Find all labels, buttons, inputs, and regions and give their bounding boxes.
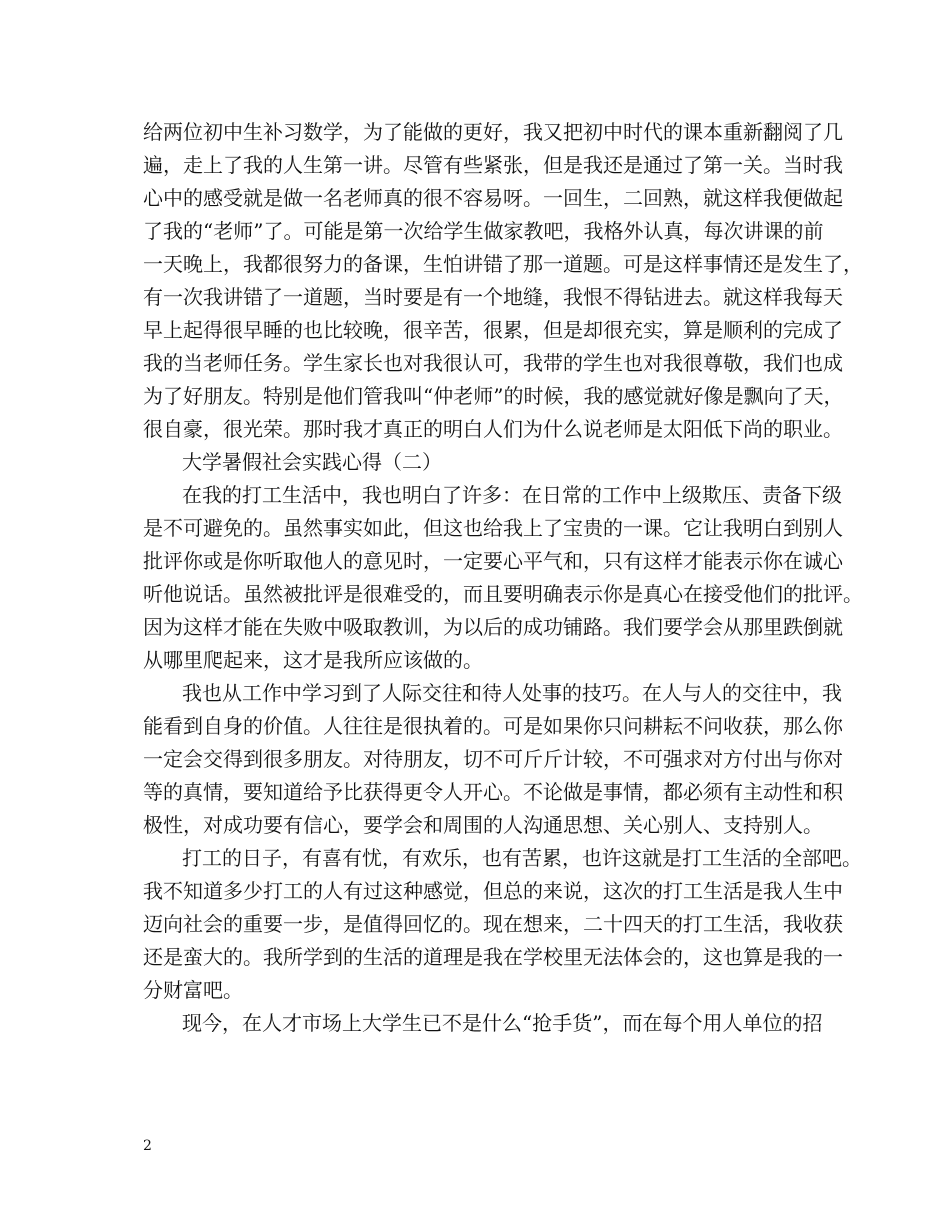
text-line: 我也从工作中学习到了人际交往和待人处事的技巧。在人与人的交往中，我 [182,681,842,705]
text-line: 大学暑假社会实践心得（二） [182,450,442,474]
paragraph [143,1007,823,1040]
text-line: 很自豪，很光荣。那时我才真正的明白人们为什么说老师是太阳低下尚的职业。 [143,417,843,441]
text-line: 一定会交得到很多朋友。对待朋友，切不可斤斤计较，不可强求对方付出与你对 [143,747,843,771]
text-line: 听他说话。虽然被批评是很难受的，而且要明确表示你是真心在接受他们的批评。 [143,582,863,606]
paragraph [143,677,843,842]
section-heading [143,446,823,479]
text-line: 心中的感受就是做一名老师真的很不容易呀。一回生，二回熟，就这样我便做起 [143,186,843,210]
paragraph [143,479,863,677]
text-line: 一天晚上，我都很努力的备课，生怕讲错了那一道题。可是这样事情还是发生了， [143,252,863,276]
text-line: 还是蛮大的。我所学到的生活的道理是我在学校里无法体会的，这也算是我的一 [143,945,843,969]
paragraph [143,842,862,1007]
text-line: 遍，走上了我的人生第一讲。尽管有些紧张，但是我还是通过了第一关。当时我 [143,153,843,177]
text-line: 了我的“老师”了。可能是第一次给学生做家教吧，我格外认真，每次讲课的前 [143,219,824,243]
text-line: 打工的日子，有喜有忧，有欢乐，也有苦累，也许这就是打工生活的全部吧。 [182,846,862,870]
document-body [143,116,863,1040]
text-line: 能看到自身的价值。人往往是很执着的。可是如果你只问耕耘不问收获，那么你 [143,714,843,738]
text-line: 为了好朋友。特别是他们管我叫“仲老师”的时候，我的感觉就好像是飘向了天， [143,384,844,408]
text-line: 批评你或是你听取他人的意见时，一定要心平气和，只有这样才能表示你在诚心 [143,549,843,573]
text-line: 我不知道多少打工的人有过这种感觉，但总的来说，这次的打工生活是我人生中 [143,879,843,903]
page-number: 2 [143,1138,152,1154]
text-line: 因为这样才能在失败中吸取教训，为以后的成功铺路。我们要学会从那里跌倒就 [143,615,843,639]
text-line: 我的当老师任务。学生家长也对我很认可，我带的学生也对我很尊敬，我们也成 [143,351,843,375]
text-line: 等的真情，要知道给予比获得更令人开心。不论做是事情，都必须有主动性和积 [143,780,843,804]
text-line: 是不可避免的。虽然事实如此，但这也给我上了宝贵的一课。它让我明白到别人 [143,516,843,540]
text-line: 有一次我讲错了一道题，当时要是有一个地缝，我恨不得钻进去。就这样我每天 [143,285,843,309]
text-line: 从哪里爬起来，这才是我所应该做的。 [143,648,483,672]
text-line: 现今，在人才市场上大学生已不是什么“抢手货”，而在每个用人单位的招 [182,1011,823,1035]
paragraph [143,116,863,446]
text-line: 极性，对成功要有信心，要学会和周围的人沟通思想、关心别人、支持别人。 [143,813,823,837]
text-line: 分财富吧。 [143,978,243,1002]
text-line: 在我的打工生活中，我也明白了许多：在日常的工作中上级欺压、责备下级 [182,483,842,507]
text-line: 早上起得很早睡的也比较晚，很辛苦，很累，但是却很充实，算是顺利的完成了 [143,318,843,342]
text-line: 给两位初中生补习数学，为了能做的更好，我又把初中时代的课本重新翻阅了几 [143,120,843,144]
text-line: 迈向社会的重要一步，是值得回忆的。现在想来，二十四天的打工生活，我收获 [143,912,843,936]
